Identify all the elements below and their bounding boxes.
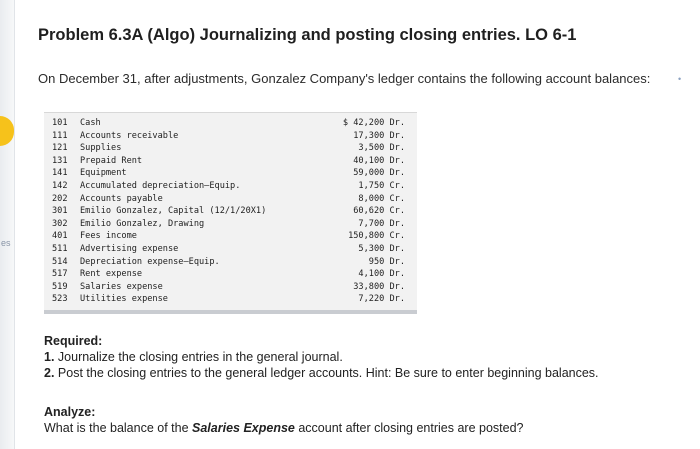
account-name: Fees income (80, 231, 137, 242)
account-number: 131 (52, 155, 68, 166)
account-name: Advertising expense (80, 243, 179, 254)
account-number: 101 (52, 118, 68, 128)
account-balance: 33,800 Dr. (353, 281, 405, 292)
account-name: Prepaid Rent (80, 155, 143, 166)
account-name: Cash (80, 118, 101, 128)
account-balance: 3,500 Dr. (358, 143, 405, 154)
ledger-row (44, 142, 417, 155)
account-name: Accounts receivable (80, 130, 179, 141)
ledger-rows (44, 117, 417, 306)
required-item-1-text: Journalize the closing entries in the general journal. (54, 350, 343, 364)
account-number: 401 (52, 231, 68, 242)
account-balance: 5,300 Dr. (358, 243, 405, 254)
account-name: Emilio Gonzalez, Capital (12/1/20X1) (80, 206, 267, 217)
account-number: 301 (52, 206, 68, 217)
account-name: Equipment (80, 168, 127, 179)
required-item-1-number: 1. (44, 350, 55, 364)
analyze-question-after: account after closing entries are posted? (294, 421, 524, 435)
required-item-1 (44, 350, 343, 364)
ledger-row (44, 293, 417, 306)
account-balance: 4,100 Dr. (358, 269, 405, 280)
left-sidebar-strip (0, 0, 15, 449)
ledger-row (44, 167, 417, 180)
account-number: 519 (52, 281, 68, 292)
ledger-row (44, 205, 417, 218)
account-balance: 40,100 Dr. (353, 155, 405, 166)
account-balance: 17,300 Dr. (353, 130, 405, 141)
account-number: 111 (52, 130, 68, 141)
ledger-row (44, 243, 417, 256)
ledger-row (44, 193, 417, 206)
account-balance: 150,800 Cr. (348, 231, 405, 242)
ledger-balances-table (44, 113, 417, 314)
ledger-row (44, 268, 417, 281)
account-number: 511 (52, 243, 68, 254)
required-item-2-number: 2. (44, 366, 55, 380)
account-name: Accounts payable (80, 193, 163, 204)
ledger-row (44, 256, 417, 269)
account-balance: 59,000 Dr. (353, 168, 405, 179)
dot-icon: • (678, 74, 682, 84)
account-balance: 8,000 Cr. (358, 193, 405, 204)
account-name: Rent expense (80, 269, 143, 280)
problem-title: Problem 6.3A (Algo) Journalizing and posting closing entries. LO 6-1 (38, 26, 577, 44)
account-number: 514 (52, 256, 68, 267)
account-number: 142 (52, 180, 68, 191)
ledger-row (44, 155, 417, 168)
account-number: 302 (52, 218, 68, 229)
analyze-heading: Analyze: (44, 405, 96, 419)
ledger-row (44, 281, 417, 294)
account-balance: 60,620 Cr. (353, 206, 405, 217)
required-heading: Required: (44, 334, 103, 348)
account-name: Supplies (80, 143, 122, 154)
account-name: Salaries expense (80, 281, 163, 292)
ledger-row (44, 117, 417, 130)
account-number: 523 (52, 294, 68, 305)
account-number: 121 (52, 143, 68, 154)
account-name: Accumulated depreciation—Equip. (80, 180, 241, 191)
account-balance: 950 Dr. (368, 256, 405, 267)
ledger-row (44, 180, 417, 193)
account-balance: 7,700 Dr. (358, 218, 405, 229)
required-item-2 (44, 366, 599, 380)
account-name: Emilio Gonzalez, Drawing (80, 218, 205, 229)
analyze-question-account: Salaries Expense (192, 421, 295, 435)
sidebar-partial-text: es (1, 238, 11, 248)
analyze-question (44, 421, 523, 435)
ledger-row (44, 130, 417, 143)
ledger-row (44, 230, 417, 243)
problem-intro: On December 31, after adjustments, Gonzalez Company's ledger contains the following account balances: (38, 71, 651, 86)
ledger-row (44, 218, 417, 231)
account-name: Utilities expense (80, 294, 168, 305)
account-number: 517 (52, 269, 68, 280)
required-item-2-text: Post the closing entries to the general ledger accounts. Hint: Be sure to enter beginning balances. (54, 366, 599, 380)
account-balance: 1,750 Cr. (358, 180, 405, 191)
account-balance: 7,220 Dr. (358, 294, 405, 305)
account-number: 202 (52, 193, 68, 204)
account-name: Depreciation expense—Equip. (80, 256, 220, 267)
account-number: 141 (52, 168, 68, 179)
account-balance: $ 42,200 Dr. (342, 118, 405, 128)
analyze-question-before: What is the balance of the (44, 421, 193, 435)
